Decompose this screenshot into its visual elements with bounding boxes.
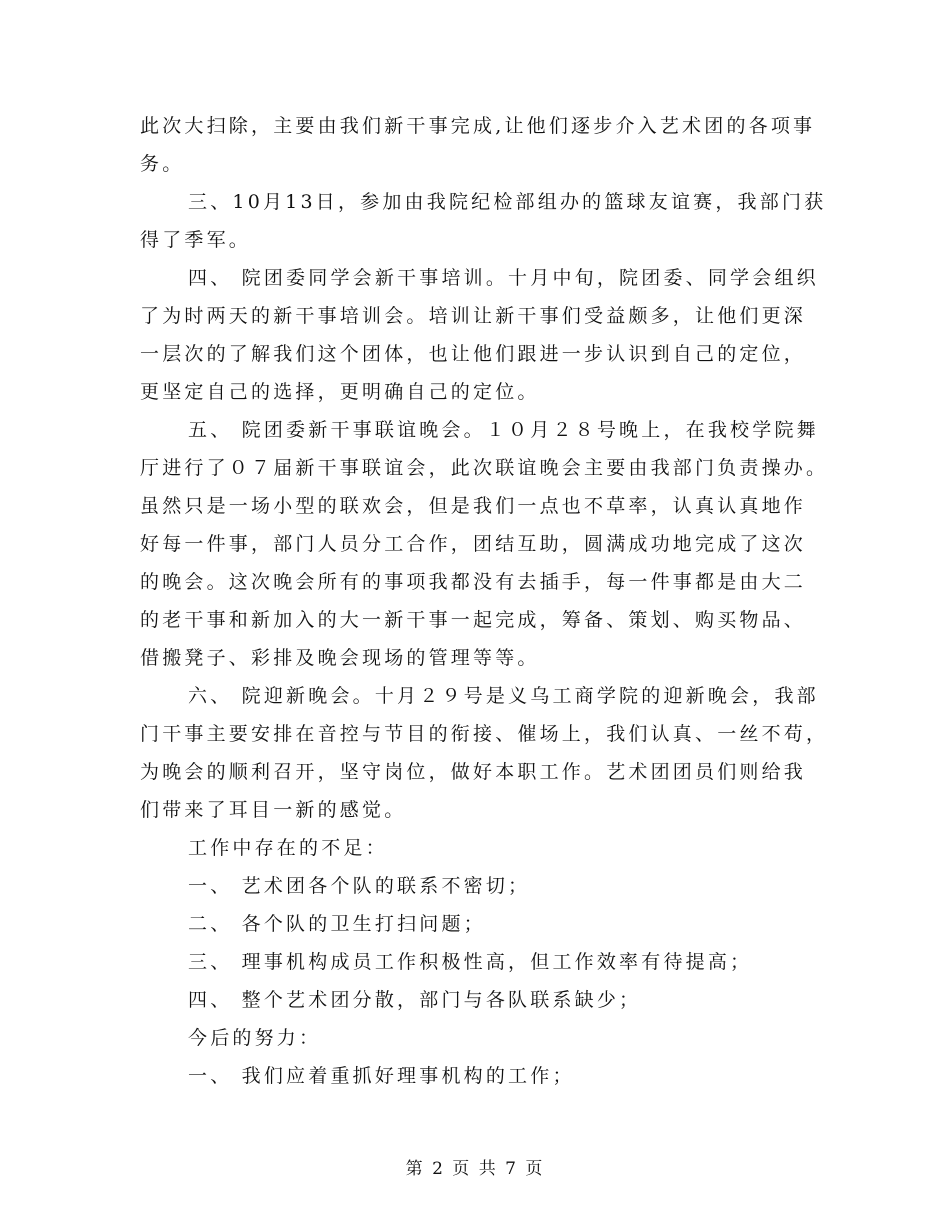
list-item: 三、 理事机构成员工作积极性高，但工作效率有待提高； <box>188 951 753 973</box>
section-heading: 今后的努力： <box>188 1027 322 1049</box>
text-line: 务。 <box>140 153 185 175</box>
text-line: 五、 院团委新干事联谊晚会。１０月２８号晚上，在我校学院舞 <box>188 419 819 441</box>
section-heading: 工作中存在的不足： <box>188 837 388 859</box>
text-line: 的晚会。这次晚会所有的事项我都没有去插手，每一件事都是由大二 <box>140 571 807 593</box>
list-item: 二、 各个队的卫生打扫问题； <box>188 913 486 935</box>
text-line: 门干事主要安排在音控与节目的衔接、催场上，我们认真、一丝不苟， <box>140 723 829 745</box>
text-line: 三、10月13日，参加由我院纪检部组办的篮球友谊赛，我部门获 <box>188 191 827 213</box>
text-line: 的老干事和新加入的大一新干事一起完成，筹备、策划、购买物品、 <box>140 609 807 631</box>
text-line: 们带来了耳目一新的感觉。 <box>140 799 407 821</box>
text-line: 厅进行了０７届新干事联谊会，此次联谊晚会主要由我部门负责操办。 <box>140 457 829 479</box>
text-line: 为晚会的顺利召开，坚守岗位，做好本职工作。艺术团团员们则给我 <box>140 761 807 783</box>
text-line: 四、 院团委同学会新干事培训。十月中旬，院团委、同学会组织 <box>188 267 819 289</box>
text-line: 此次大扫除，主要由我们新干事完成,让他们逐步介入艺术团的各项事 <box>140 115 816 137</box>
text-line: 借搬凳子、彩排及晚会现场的管理等等。 <box>140 647 540 669</box>
page-number-footer: 第 2 页 共 7 页 <box>405 1159 545 1179</box>
text-line: 更坚定自己的选择，更明确自己的定位。 <box>140 381 540 403</box>
text-line: 得了季军。 <box>140 229 252 251</box>
list-item: 一、 我们应着重抓好理事机构的工作； <box>188 1065 575 1087</box>
text-line: 一层次的了解我们这个团体，也让他们跟进一步认识到自己的定位， <box>140 343 807 365</box>
list-item: 一、 艺术团各个队的联系不密切； <box>188 875 531 897</box>
text-line: 好每一件事，部门人员分工合作，团结互助，圆满成功地完成了这次 <box>140 533 807 555</box>
list-item: 四、 整个艺术团分散，部门与各队联系缺少； <box>188 989 642 1011</box>
text-line: 虽然只是一场小型的联欢会，但是我们一点也不草率，认真认真地作 <box>140 495 807 517</box>
text-line: 了为时两天的新干事培训会。培训让新干事们受益颇多，让他们更深 <box>140 305 807 327</box>
text-line: 六、 院迎新晚会。十月２９号是义乌工商学院的迎新晚会，我部 <box>188 685 819 707</box>
